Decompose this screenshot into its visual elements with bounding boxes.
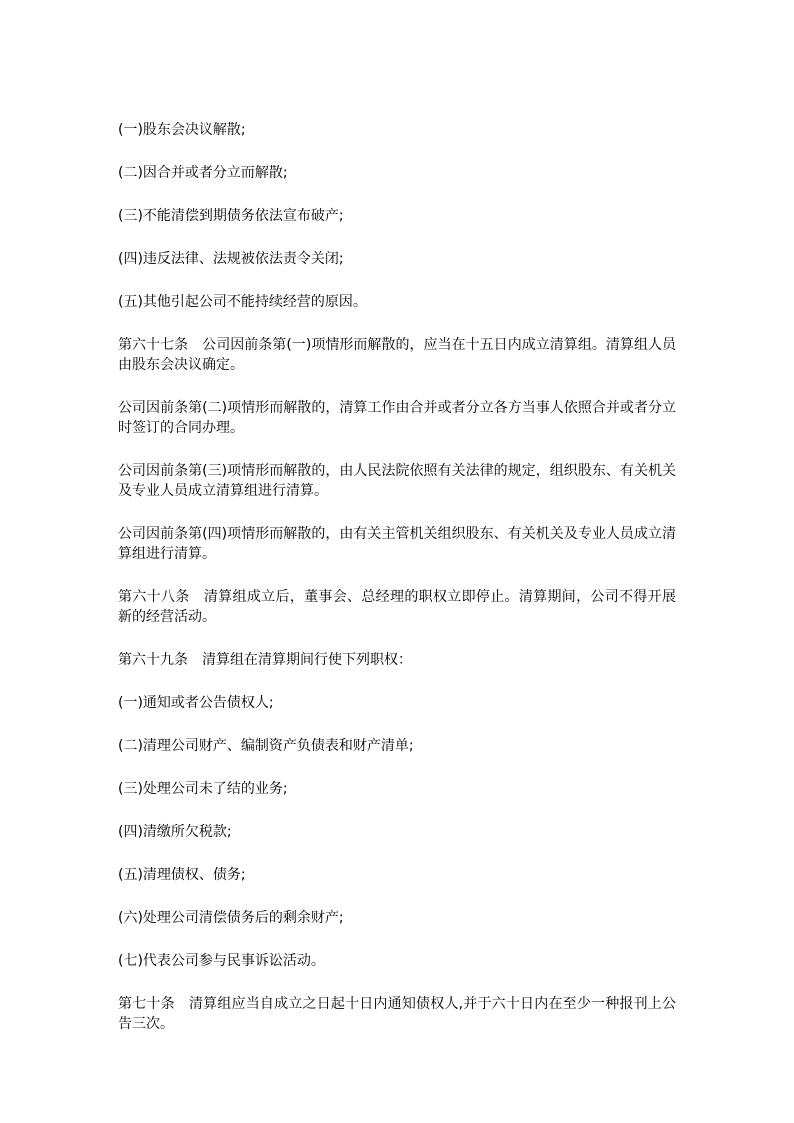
paragraph: (五)其他引起公司不能持续经营的原因。 bbox=[118, 294, 367, 310]
paragraph: (三)处理公司未了结的业务; bbox=[118, 781, 288, 797]
paragraph: (二)因合并或者分立而解散; bbox=[118, 165, 288, 181]
paragraph: (四)清缴所欠税款; bbox=[118, 824, 232, 840]
paragraph: (四)违反法律、法规被依法责令关闭; bbox=[118, 251, 344, 267]
paragraph: (六)处理公司清偿债务后的剩余财产; bbox=[118, 910, 344, 926]
paragraph: (七)代表公司参与民事诉讼活动。 bbox=[118, 953, 325, 969]
paragraph: 第六十九条 清算组在清算期间行使下列职权： bbox=[118, 652, 412, 668]
paragraph: (五)清理债权、债务; bbox=[118, 867, 246, 883]
paragraph: 公司因前条第(四)项情形而解散的，由有关主管机关组织股东、有关机关及专业人员成立清算组进行清算。 bbox=[118, 526, 676, 562]
paragraph: 第七十条 清算组应当自成立之日起十日内通知债权人,并于六十日内在至少一种报刊上公告三次。 bbox=[118, 996, 676, 1032]
document-body bbox=[118, 120, 676, 1034]
paragraph: (一)通知或者公告债权人; bbox=[118, 695, 274, 711]
paragraph: (一)股东会决议解散; bbox=[118, 122, 246, 138]
paragraph: 公司因前条第(二)项情形而解散的，清算工作由合并或者分立各方当事人依照合并或者分立时签订的合同办理。 bbox=[118, 400, 676, 436]
paragraph: 第六十七条 公司因前条第(一)项情形而解散的，应当在十五日内成立清算组。清算组人员由股东会决议确定。 bbox=[118, 337, 676, 373]
paragraph: (三)不能清偿到期债务依法宣布破产; bbox=[118, 208, 344, 224]
paragraph: 第六十八条 清算组成立后，董事会、总经理的职权立即停止。清算期间，公司不得开展新的经营活动。 bbox=[118, 589, 676, 625]
paragraph: (二)清理公司财产、编制资产负债表和财产清单; bbox=[118, 738, 414, 754]
paragraph: 公司因前条第(三)项情形而解散的，由人民法院依照有关法律的规定，组织股东、有关机关及专业人员成立清算组进行清算。 bbox=[118, 463, 676, 499]
